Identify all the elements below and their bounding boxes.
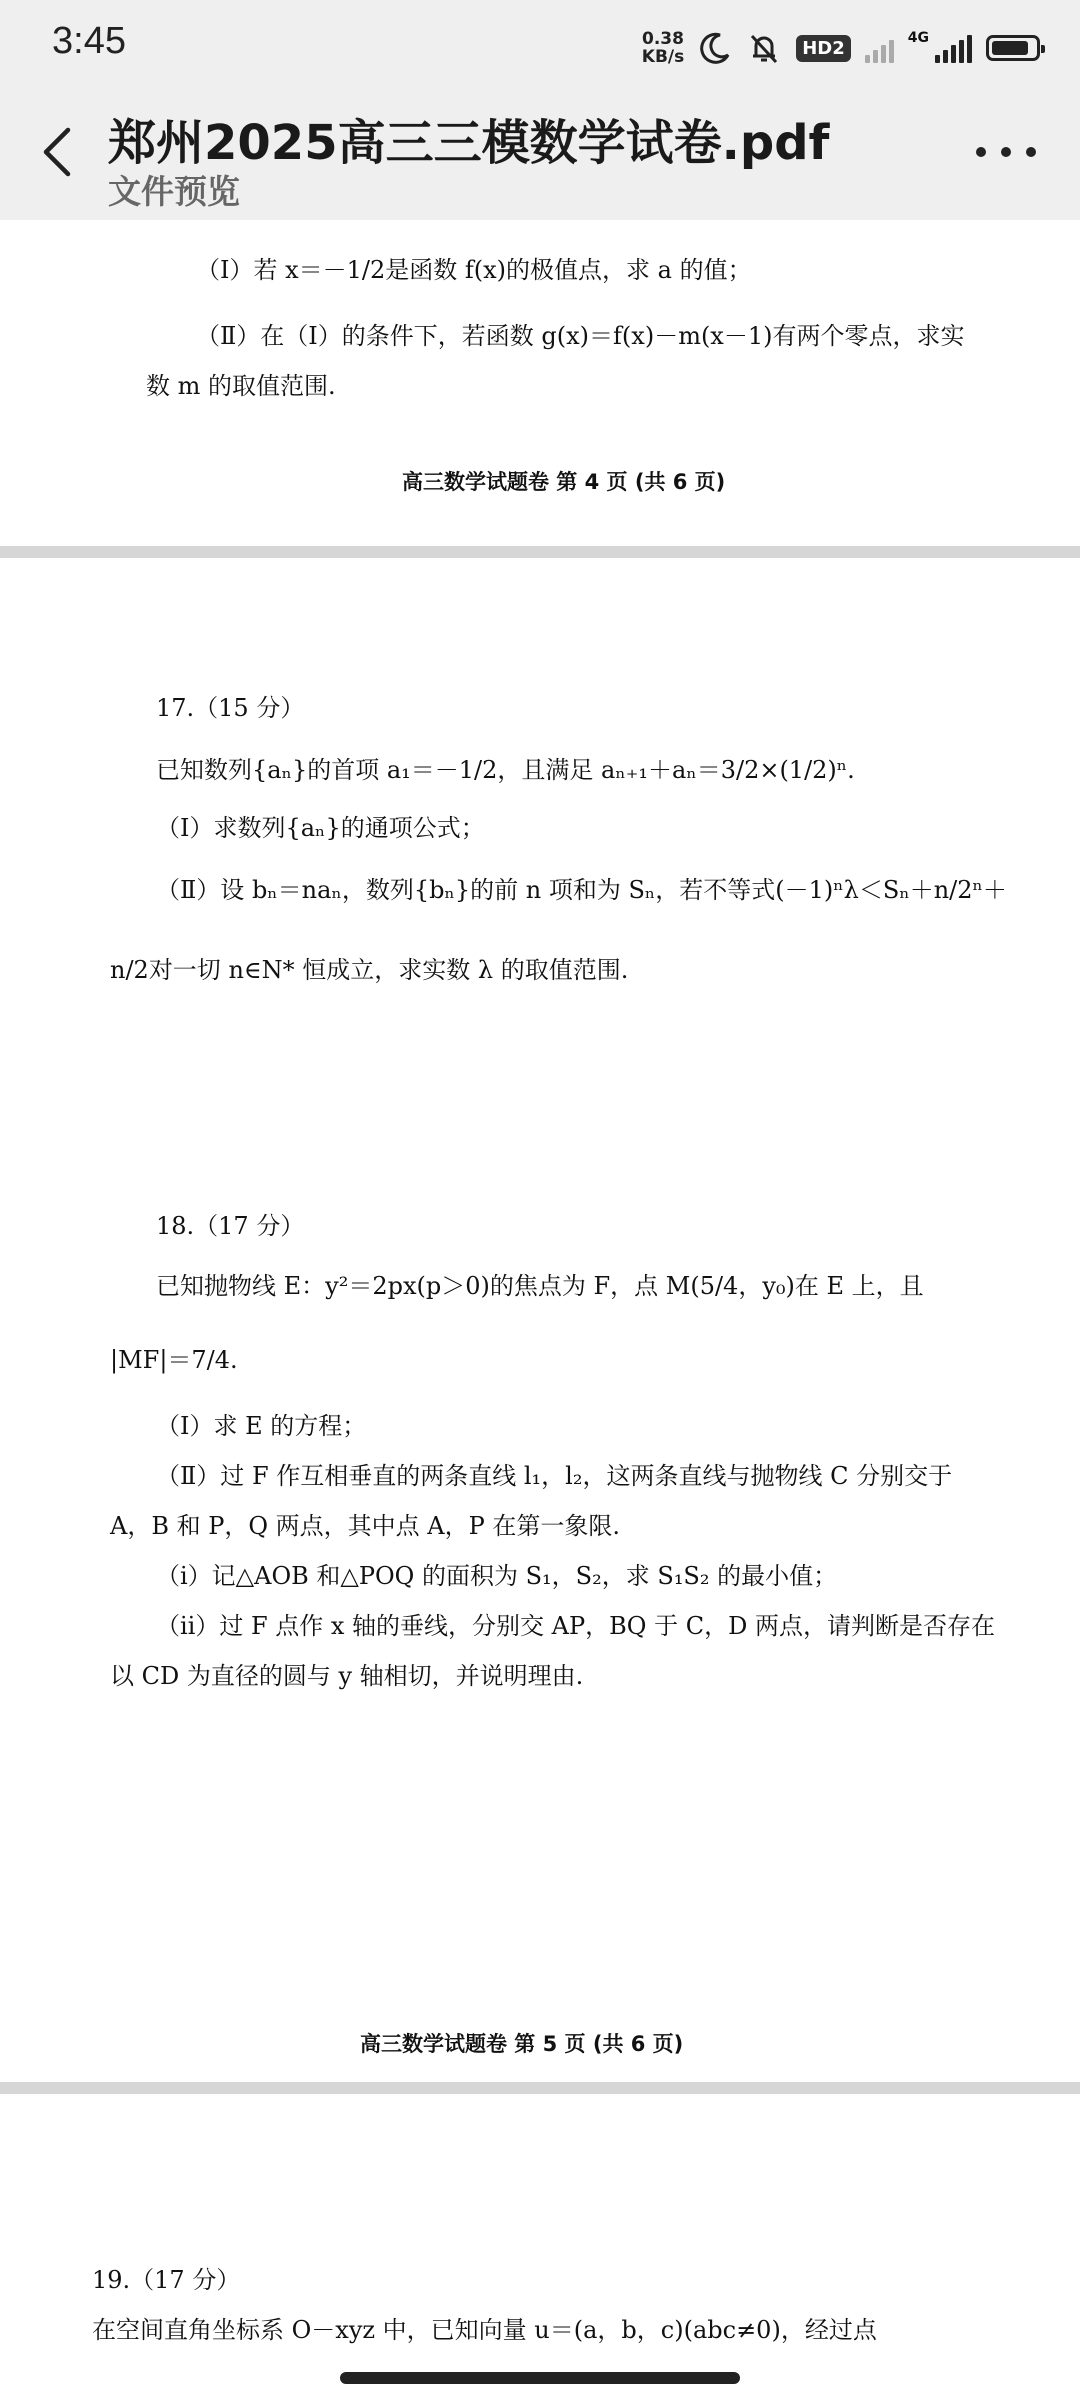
file-title: 郑州2025高三三模数学试卷.pdf — [108, 115, 830, 171]
more-dot-icon — [1001, 147, 1011, 157]
q19-stem: 在空间直角坐标系 O－xyz 中，已知向量 u＝(a，b，c)(abc≠0)，经过点 — [92, 2316, 877, 2344]
q17-header: 17.（15 分） — [156, 694, 305, 722]
q16-part2: （Ⅱ）在（Ⅰ）的条件下，若函数 g(x)＝f(x)－m(x－1)有两个零点，求实 — [196, 322, 965, 350]
q18-part2-i: （ⅰ）记△AOB 和△POQ 的面积为 S₁，S₂，求 S₁S₂ 的最小值； — [156, 1562, 838, 1590]
q16-part1: （Ⅰ）若 x＝－1/2是函数 f(x)的极值点，求 a 的值； — [196, 256, 752, 284]
battery-level — [992, 41, 1028, 55]
q18-part2-ii-cont: 以 CD 为直径的圆与 y 轴相切，并说明理由. — [110, 1662, 584, 1690]
q17-part2: （Ⅱ）设 bₙ＝naₙ，数列{bₙ}的前 n 项和为 Sₙ，若不等式(－1)ⁿλ＜Sₙ＋n/2ⁿ＋ — [156, 876, 1007, 904]
battery-icon — [986, 35, 1040, 61]
page-separator — [0, 2082, 1080, 2094]
network-type: 4G — [907, 30, 929, 46]
q18-stem-cont: |MF|＝7/4. — [110, 1346, 238, 1374]
more-options-button[interactable] — [976, 142, 1036, 162]
more-dot-icon — [1026, 147, 1036, 157]
network-speed — [642, 30, 684, 66]
network-speed-unit: KB/s — [641, 47, 685, 67]
network-speed-value: 0.38 — [642, 29, 684, 49]
q18-stem: 已知抛物线 E：y²＝2px(p＞0)的焦点为 F，点 M(5/4，y₀)在 E 上，且 — [156, 1272, 924, 1300]
signal-sim1-icon — [935, 33, 972, 63]
home-indicator[interactable] — [340, 2372, 740, 2384]
q18-part2-ii: （ⅱ）过 F 点作 x 轴的垂线，分别交 AP，BQ 于 C，D 两点，请判断是否存在 — [156, 1612, 995, 1640]
page-separator — [0, 546, 1080, 558]
status-icons — [642, 22, 1040, 74]
page4-footer: 高三数学试题卷 第 4 页 (共 6 页) — [402, 470, 726, 494]
signal-sim2-icon — [865, 33, 894, 63]
q18-header: 18.（17 分） — [156, 1212, 305, 1240]
moon-icon — [698, 31, 732, 65]
q17-stem: 已知数列{aₙ}的首项 a₁＝－1/2，且满足 aₙ₊₁＋aₙ＝3/2×(1/2)ⁿ. — [156, 756, 855, 784]
back-button[interactable] — [30, 120, 94, 184]
q18-part1: （Ⅰ）求 E 的方程； — [156, 1412, 367, 1440]
q17-part1: （Ⅰ）求数列{aₙ}的通项公式； — [156, 814, 485, 842]
status-bar — [0, 0, 1080, 96]
q16-part2-cont: 数 m 的取值范围. — [146, 372, 336, 400]
q17-part2-cont: n/2对一切 n∈N* 恒成立，求实数 λ 的取值范围. — [110, 956, 629, 984]
q18-part2: （Ⅱ）过 F 作互相垂直的两条直线 l₁，l₂，这两条直线与抛物线 C 分别交于 — [156, 1462, 953, 1490]
q19-header: 19.（17 分） — [92, 2266, 241, 2294]
hd-badge: HD2 — [796, 35, 851, 62]
q18-part2-cont: A，B 和 P，Q 两点，其中点 A，P 在第一象限. — [110, 1512, 621, 1540]
more-dot-icon — [976, 147, 986, 157]
file-preview-label: 文件预览 — [108, 172, 240, 211]
page5-footer: 高三数学试题卷 第 5 页 (共 6 页) — [360, 2032, 684, 2056]
app-header — [0, 96, 1080, 220]
status-time: 3:45 — [52, 20, 126, 62]
bell-muted-icon — [746, 30, 782, 66]
pdf-viewer[interactable] — [0, 220, 1080, 2400]
